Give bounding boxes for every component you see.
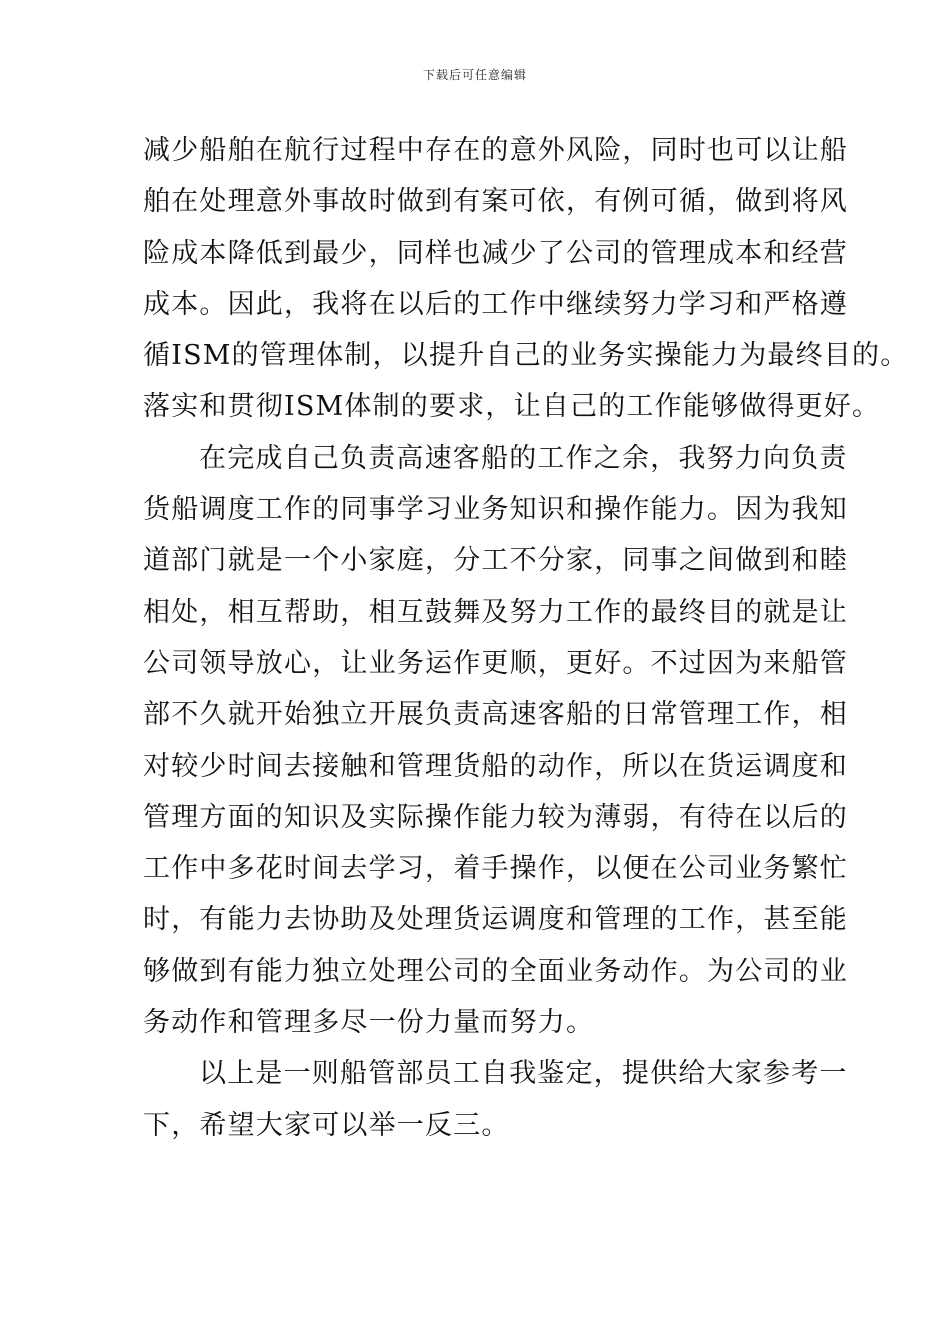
text-line: 公司领导放心，让业务运作更顺，更好。不过因为来船管 bbox=[143, 647, 848, 679]
text-line: 减少船舶在航行过程中存在的意外风险，同时也可以让船 bbox=[143, 135, 848, 166]
text-line: 部不久就开始独立开展负责高速客船的日常管理工作，相 bbox=[143, 699, 848, 731]
text-line: 货船调度工作的同事学习业务知识和操作能力。因为我知 bbox=[143, 494, 848, 526]
text-line: 下，希望大家可以举一反三。 bbox=[143, 1109, 510, 1141]
text-line: 工作中多花时间去学习，着手操作，以便在公司业务繁忙 bbox=[143, 853, 848, 885]
text-line: 管理方面的知识及实际操作能力较为薄弱，有待在以后的 bbox=[143, 801, 848, 833]
text-line: 时，有能力去协助及处理货运调度和管理的工作，甚至能 bbox=[143, 904, 848, 936]
text-line: 成本。因此，我将在以后的工作中继续努力学习和严格遵 bbox=[143, 288, 848, 320]
text-line: 够做到有能力独立处理公司的全面业务动作。为公司的业 bbox=[143, 955, 848, 987]
page-header-note: 下载后可任意编辑 bbox=[422, 68, 527, 82]
text-line: 险成本降低到最少，同样也减少了公司的管理成本和经营 bbox=[143, 237, 848, 269]
paragraph-start-line: 在完成自己负责高速客船的工作之余，我努力向负责 bbox=[199, 442, 848, 474]
document-body bbox=[143, 125, 909, 1151]
text-line: 舶在处理意外事故时做到有案可依，有例可循，做到将风 bbox=[143, 186, 848, 218]
text-line: 对较少时间去接触和管理货船的动作，所以在货运调度和 bbox=[143, 750, 848, 782]
text-line: 循ISM的管理体制，以提升自己的业务实操能力为最终目的。 bbox=[143, 340, 909, 372]
text-line: 道部门就是一个小家庭，分工不分家，同事之间做到和睦 bbox=[143, 545, 848, 577]
text-line: 落实和贯彻ISM体制的要求，让自己的工作能够做得更好。 bbox=[143, 391, 881, 423]
text-line: 务动作和管理多尽一份力量而努力。 bbox=[143, 1007, 595, 1039]
text-line: 相处，相互帮助，相互鼓舞及努力工作的最终目的就是让 bbox=[143, 596, 848, 628]
paragraph-start-line: 以上是一则船管部员工自我鉴定，提供给大家参考一 bbox=[199, 1058, 848, 1090]
